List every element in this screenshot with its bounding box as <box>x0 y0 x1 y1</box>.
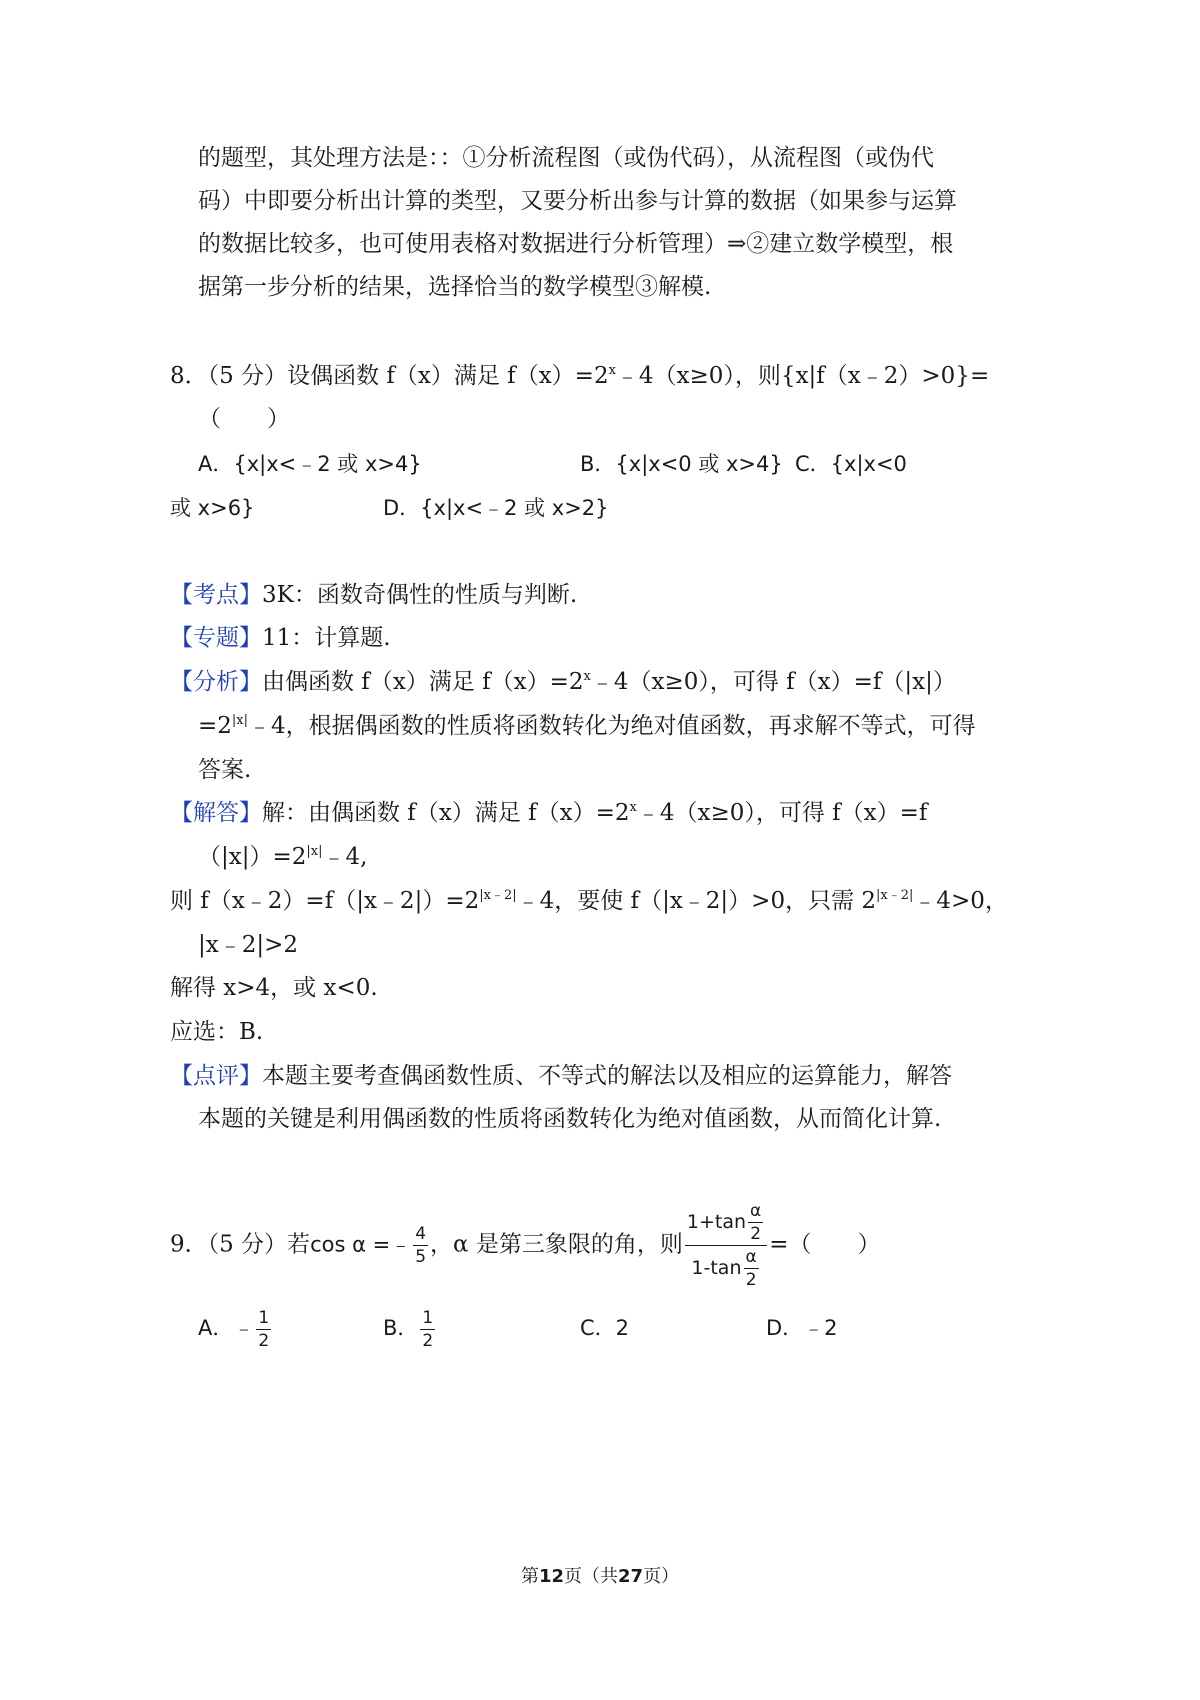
q8-option-c-cont: 或 x>6} <box>170 496 255 520</box>
jieda-line-3: 则 $f(x﹣2)=f(|x﹣2|)=2^{|x﹣2|}﹣4$，要使 f（|x﹣2|）>0，只需 $2^{|x﹣2|}﹣4>0$， <box>170 888 1008 914</box>
intro-line-2: 码）中即要分析出计算的类型，又要分析出参与计算的数据（如果参与运算 <box>198 188 957 214</box>
q9-cos-label: cos α =﹣ <box>310 1232 412 1257</box>
half-alpha-num: $\frac{\alpha}{2}$ <box>750 1201 762 1244</box>
dianping-line-2: 本题的关键是利用偶函数的性质将函数转化为绝对值函数，从而简化计算. <box>198 1106 942 1132</box>
zhuanti-tag: 【专题】 <box>170 625 262 651</box>
q8-option-d: D．{x|x<﹣2 或 x>2} <box>383 496 609 520</box>
fenxi-line-2: $=2^{|x|}﹣4$，根据偶函数的性质将函数转化为绝对值函数，再求解不等式，可得 <box>198 713 976 739</box>
q8-stem: 8．（5 分）设偶函数 f（x）满足 $f(x)=2^x﹣4(x\ge 0)$，则{x|f（x﹣2）>0}= <box>170 363 990 389</box>
page-footer: 第12页（共27页） <box>520 1566 680 1587</box>
q8-option-c: C．{x|x<0 <box>795 452 907 476</box>
jieda-tag: 【解答】 <box>170 800 262 826</box>
intro-line-4: 据第一步分析的结果，选择恰当的数学模型③解模. <box>198 274 712 300</box>
fenxi-tag: 【分析】 <box>170 669 262 695</box>
fenxi-line-1: 【分析】由偶函数 f（x）满足 $f(x)=2^x﹣4(x\ge 0)$，可得 f（x）=f（|x|） <box>170 669 956 695</box>
q9-option-c: C．2 <box>580 1316 630 1340</box>
intro-line-3: 的数据比较多，也可使用表格对数据进行分析管理）⇒②建立数学模型，根 <box>198 231 954 257</box>
jieda-line-2: $(|x|)=2^{|x|}﹣4$, <box>198 844 368 870</box>
q9-cos-fraction: $\frac{4}{5}$ <box>415 1224 427 1267</box>
q8-option-b: B．{x|x<0 或 x>4} <box>580 452 783 476</box>
q9-stem: 9．（5 分）若cos α =﹣ $\frac{4}{5}$ ，α 是第三象限的角，则 1+tan $\frac{\alpha}{2}$ 1-tan $\frac{\alpha}{2}$ =（ ） <box>170 1201 881 1290</box>
intro-line-1: 的题型，其处理方法是：：①分析流程图（或伪代码），从流程图（或伪代 <box>198 145 934 171</box>
half-alpha-den: $\frac{\alpha}{2}$ <box>745 1247 757 1290</box>
total-page-number: 27 <box>618 1566 644 1587</box>
fenxi-line-3: 答案. <box>198 757 252 783</box>
q9-option-d: D．﹣2 <box>766 1316 838 1340</box>
dianping-tag: 【点评】 <box>170 1063 262 1089</box>
kaodian: 【考点】3K：函数奇偶性的性质与判断. <box>170 582 578 608</box>
jieda-line-6: 应选：B. <box>170 1019 264 1045</box>
jieda-line-1: 【解答】解：由偶函数 f（x）满足 $f(x)=2^x﹣4(x\ge 0)$，可得 f（x）=f <box>170 800 928 826</box>
jieda-line-5: 解得 x>4，或 x<0. <box>170 975 378 1001</box>
q9-tan-expression: 1+tan $\frac{\alpha}{2}$ 1-tan $\frac{\alpha}{2}$ <box>685 1200 767 1291</box>
q9-option-b: B． $\frac{1}{2}$ <box>383 1307 434 1351</box>
jieda-line-4: |x﹣2|>2 <box>198 932 299 958</box>
q8-stem-paren: （ ） <box>198 406 290 432</box>
q9-option-a: A．﹣ $\frac{1}{2}$ <box>198 1307 270 1351</box>
dianping-line-1: 【点评】本题主要考查偶函数性质、不等式的解法以及相应的运算能力，解答 <box>170 1063 952 1089</box>
current-page-number: 12 <box>538 1566 564 1587</box>
zhuanti: 【专题】11：计算题. <box>170 625 391 651</box>
kaodian-tag: 【考点】 <box>170 582 262 608</box>
q8-option-a: A．{x|x<﹣2 或 x>4} <box>198 452 422 476</box>
